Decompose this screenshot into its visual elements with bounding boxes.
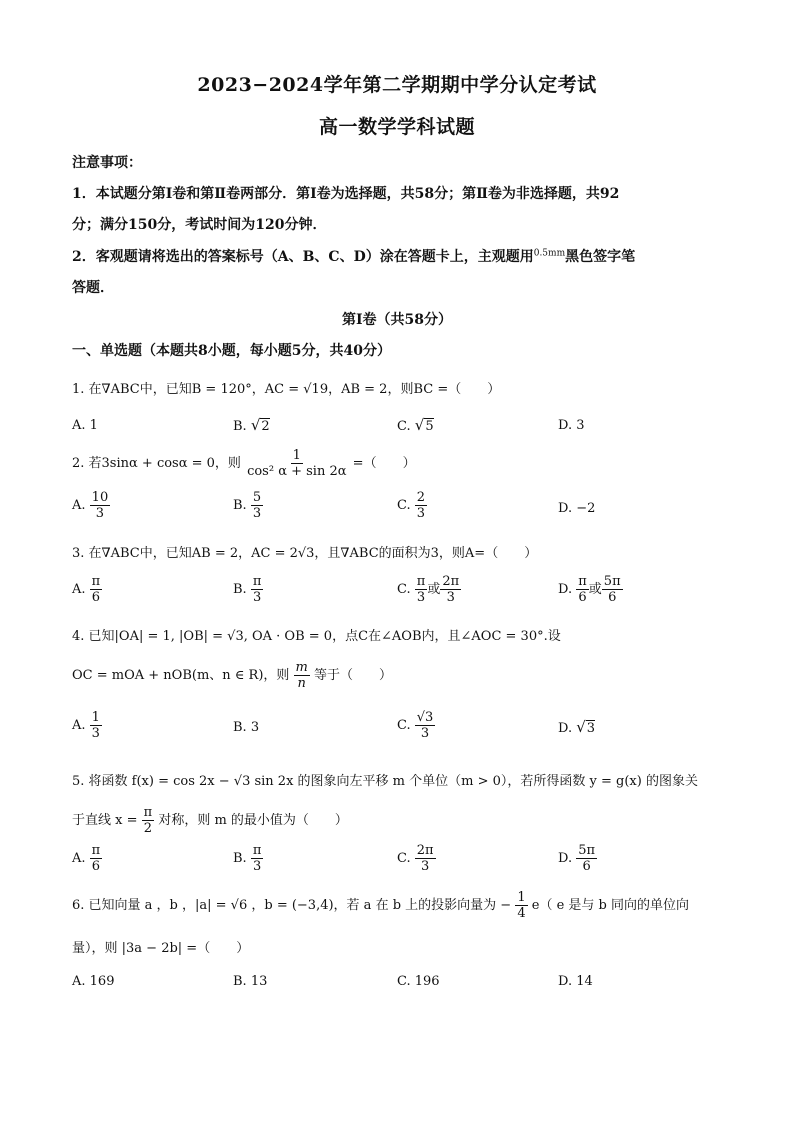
q3-option-a: A. $\frac{\pi}{6}$ (72, 574, 101, 605)
q5-option-d: D. $\frac{5\pi}{6}$ (558, 843, 596, 874)
q6-option-a: A. 169 (72, 974, 115, 989)
q4-stem-fraction: $\frac{m}{n}$ (295, 660, 308, 691)
q1-option-c: C. √5 (397, 416, 434, 434)
q5-stem-line-1: 5. 将函数 f(x) = cos 2x − √3 sin 2x 的图象向左平移 m 个单位（m > 0），若所得函数 y = g(x) 的图象关 (72, 774, 698, 789)
q4-option-b: B. 3 (233, 720, 260, 735)
note-1-line-2: 分；满分150分，考试时间为120分钟． (72, 217, 327, 233)
q4-option-a: A. $\frac{1}{3}$ (72, 710, 100, 741)
q4-option-c: C. $\frac{√3}{3}$ (397, 710, 434, 741)
q2-option-b: B. $\frac{5}{3}$ (233, 490, 262, 521)
q2-stem-fraction: $\frac{1}{\text{cos² α + sin 2α}}$ (247, 448, 347, 479)
q3-stem: 3. 在∇ABC中，已知AB = 2，AC = 2√3，且∇ABC的面积为3，则A=（ ） (72, 546, 538, 561)
note-2-text-a: 2．客观题请将选出的答案标号（A、B、C、D）涂在答题卡上，主观题用 (72, 249, 534, 265)
q1-stem: 1. 在∇ABC中，已知B = 120°，AC = √19，AB = 2，则BC =（ ） (72, 382, 501, 397)
q2-option-c: C. $\frac{2}{3}$ (397, 490, 426, 521)
q2-stem: 2. 若3sinα + cosα = 0，则 $\frac{1}{\text{cos² α + sin 2α}}$ =（ ） (72, 448, 416, 479)
q6-stem-fraction: $\frac{1}{4}$ (517, 890, 526, 921)
q5-option-c: C. $\frac{2\pi}{3}$ (397, 843, 434, 874)
q4-stem-line-1: 4. 已知|OA| = 1, |OB| = √3, OA · OB = 0，点C在∠AOB内，且∠AOC = 30°.设 (72, 629, 561, 644)
q6-option-c: C. 196 (397, 974, 440, 989)
note-2-text-b: 黑色签字笔 (565, 249, 636, 265)
q5-stem-line-2: 于直线 x = $\frac{\pi}{2}$ 对称，则 m 的最小值为（ ） (72, 805, 348, 836)
q6-option-b: B. 13 (233, 974, 268, 989)
q6-stem-line-1: 6. 已知向量 a ，b ，|a| = √6 ，b = (−3,4)，若 a 在 b 上的投影向量为 − $\frac{1}{4}$ e（ e 是与 b 同向的单位向 (72, 890, 689, 921)
note-2-line-1 (72, 246, 635, 266)
note-1-line-1: 1．本试题分第Ⅰ卷和第Ⅱ卷两部分．第Ⅰ卷为选择题，共58分；第Ⅱ卷为非选择题，共92 (72, 186, 620, 202)
q1-option-d: D. 3 (558, 418, 585, 433)
q3-option-b: B. $\frac{\pi}{3}$ (233, 574, 262, 605)
q4-stem-line-2: OC = mOA + nOB(m、n ∈ R)，则 $\frac{m}{n}$ 等于（ ） (72, 660, 393, 691)
exam-subtitle: 高一数学学科试题 (318, 116, 475, 138)
notes-heading: 注意事项： (72, 155, 142, 171)
q5-option-b: B. $\frac{\pi}{3}$ (233, 843, 262, 874)
q2-option-d: D. −2 (558, 501, 596, 516)
q3-option-d: D. $\frac{\pi}{6}$ 或 $\frac{5\pi}{6}$ (558, 574, 621, 605)
exam-title: 2023−2024学年第二学期期中学分认定考试 (197, 74, 597, 96)
q2-option-a: A. $\frac{10}{3}$ (72, 490, 109, 521)
q1-option-a: A. 1 (72, 418, 98, 433)
note-2-line-2: 答题． (72, 280, 114, 296)
q5-option-a: A. $\frac{\pi}{6}$ (72, 843, 101, 874)
q6-stem-line-2: 量），则 |3a − 2b| =（ ） (72, 941, 250, 956)
section-heading: 一、单选题（本题共8小题，每小题5分，共40分） (72, 343, 391, 359)
q4-option-d: D. √3 (558, 718, 596, 736)
q1-option-b: B. √2 (233, 416, 270, 434)
part-1-heading: 第Ⅰ卷（共58分） (341, 312, 453, 328)
q5-stem-fraction: $\frac{\pi}{2}$ (143, 805, 153, 836)
q3-option-c: C. $\frac{\pi}{3}$ 或 $\frac{2\pi}{3}$ (397, 574, 460, 605)
q6-option-d: D. 14 (558, 974, 593, 989)
note-2-unit: 0.5mm (533, 248, 566, 259)
